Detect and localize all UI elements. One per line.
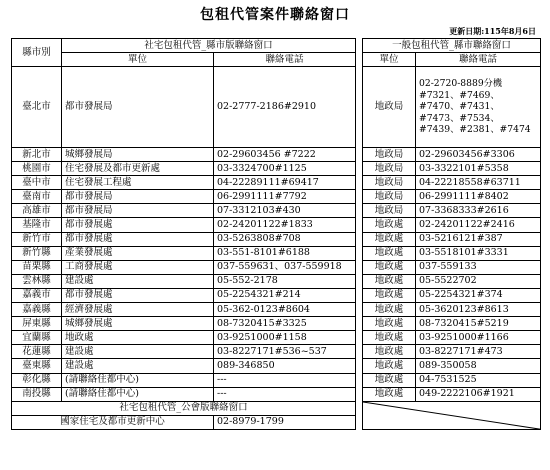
- county-cell: 新竹市: [12, 232, 62, 246]
- group-a-header: 社宅包租代管_縣市版聯絡窗口: [62, 39, 356, 53]
- unit-a-cell: 城鄉發展局: [62, 148, 214, 162]
- column-gap: [356, 176, 363, 190]
- column-gap: [356, 373, 363, 387]
- unit-b-cell: 地政處: [363, 345, 416, 359]
- unit-b-cell: 地政處: [363, 232, 416, 246]
- unit-a-cell: 都市發展局: [62, 190, 214, 204]
- unit-a-cell: 都市發展處: [62, 288, 214, 302]
- county-cell: 花蓮縣: [12, 345, 62, 359]
- unit-b-cell: 地政處: [363, 274, 416, 288]
- phone-a-cell: 04-22289111#69417: [214, 176, 356, 190]
- phone-b-cell: 03-8227171#473: [416, 345, 541, 359]
- table-row: [12, 218, 541, 232]
- county-cell: 苗栗縣: [12, 260, 62, 274]
- update-date: 更新日期:115年8月6日: [449, 26, 536, 36]
- public-unit-cell: 國家住宅及都市更新中心: [12, 415, 214, 429]
- column-gap: [356, 190, 363, 204]
- unit-a-cell: 都市發展局: [62, 204, 214, 218]
- county-cell: 臺南市: [12, 190, 62, 204]
- county-cell: 宜蘭縣: [12, 331, 62, 345]
- unit-b-cell: 地政局: [363, 162, 416, 176]
- public-section-heading: 社宅包租代管_公會版聯絡窗口: [12, 401, 356, 415]
- county-cell: 雲林縣: [12, 274, 62, 288]
- public-section-row: [12, 401, 541, 415]
- phone-a-cell: 06-2991111#7792: [214, 190, 356, 204]
- diagonal-line: [363, 402, 540, 429]
- phone-b-cell: 04-22218558#63711: [416, 176, 541, 190]
- county-cell: 桃園市: [12, 162, 62, 176]
- table-row: [12, 67, 541, 148]
- phone-b-cell: 08-7320415#5219: [416, 317, 541, 331]
- column-gap: [356, 345, 363, 359]
- phone-a-cell: 089-346850: [214, 359, 356, 373]
- unit-a-cell: 工商發展處: [62, 260, 214, 274]
- unit-b-cell: 地政局: [363, 148, 416, 162]
- column-gap: [356, 246, 363, 260]
- unit-b-cell: 地政處: [363, 359, 416, 373]
- phone-a-cell: 05-552-2178: [214, 274, 356, 288]
- county-cell: 南投縣: [12, 387, 62, 401]
- unit-b-header: 單位: [363, 53, 416, 67]
- table-row: [12, 148, 541, 162]
- table-row: [12, 162, 541, 176]
- phone-b-cell: 03-3322101#5358: [416, 162, 541, 176]
- table-row: [12, 176, 541, 190]
- table-row: [12, 345, 541, 359]
- table-row: [12, 317, 541, 331]
- phone-a-cell: 02-2777-2186#2910: [214, 67, 356, 148]
- unit-a-cell: 建設處: [62, 359, 214, 373]
- unit-a-cell: 都市發展處: [62, 218, 214, 232]
- column-gap: [356, 288, 363, 302]
- phone-b-cell: 02-24201122#2416: [416, 218, 541, 232]
- unit-b-cell: 地政局: [363, 67, 416, 148]
- phone-a-cell: 03-9251000#1158: [214, 331, 356, 345]
- column-gap: [356, 303, 363, 317]
- phone-a-cell: ---: [214, 387, 356, 401]
- county-cell: 基隆市: [12, 218, 62, 232]
- unit-b-cell: 地政處: [363, 373, 416, 387]
- unit-a-cell: 建設處: [62, 345, 214, 359]
- table-row: [12, 232, 541, 246]
- unit-a-cell: 地政處: [62, 331, 214, 345]
- unit-a-cell: 產業發展處: [62, 246, 214, 260]
- unit-b-cell: 地政處: [363, 317, 416, 331]
- phone-b-cell: 037-559133: [416, 260, 541, 274]
- phone-a-cell: 02-29603456 #7222: [214, 148, 356, 162]
- phone-a-cell: 03-8227171#536~537: [214, 345, 356, 359]
- group-b-header: 一般包租代管_縣市聯絡窗口: [363, 39, 541, 53]
- county-cell: 新北市: [12, 148, 62, 162]
- county-cell: 臺東縣: [12, 359, 62, 373]
- phone-b-header: 聯絡電話: [416, 53, 541, 67]
- table-row: [12, 303, 541, 317]
- table-row: [12, 387, 541, 401]
- phone-b-cell: 02-29603456#3306: [416, 148, 541, 162]
- unit-a-cell: (請聯絡住都中心): [62, 373, 214, 387]
- phone-a-cell: 02-24201122#1833: [214, 218, 356, 232]
- unit-b-cell: 地政局: [363, 176, 416, 190]
- phone-a-cell: 05-362-0123#8604: [214, 303, 356, 317]
- blank-diagonal-cell: [363, 401, 541, 429]
- column-gap: [356, 148, 363, 162]
- table-row: [12, 204, 541, 218]
- table-row: [12, 274, 541, 288]
- phone-b-cell: 05-2254321#374: [416, 288, 541, 302]
- unit-a-cell: 都市發展處: [62, 232, 214, 246]
- column-gap: [356, 401, 363, 415]
- county-cell: 屏東縣: [12, 317, 62, 331]
- phone-b-cell: 089-350058: [416, 359, 541, 373]
- column-gap: [356, 331, 363, 345]
- column-gap: [356, 39, 363, 67]
- unit-a-cell: 城鄉發展處: [62, 317, 214, 331]
- phone-a-cell: ---: [214, 373, 356, 387]
- public-phone-cell: 02-8979-1799: [214, 415, 356, 429]
- column-gap: [356, 415, 363, 429]
- column-gap: [356, 274, 363, 288]
- unit-b-cell: 地政局: [363, 190, 416, 204]
- unit-a-cell: 建設處: [62, 274, 214, 288]
- column-gap: [356, 218, 363, 232]
- phone-a-cell: 03-5263808#708: [214, 232, 356, 246]
- table-row: [12, 190, 541, 204]
- phone-b-cell: 049-2222106#1921: [416, 387, 541, 401]
- table-row: [12, 260, 541, 274]
- unit-a-cell: 都市發展局: [62, 67, 214, 148]
- county-cell: 臺北市: [12, 67, 62, 148]
- column-gap: [356, 387, 363, 401]
- unit-a-header: 單位: [62, 53, 214, 67]
- unit-b-cell: 地政處: [363, 331, 416, 345]
- phone-b-cell: 05-3620123#8613: [416, 303, 541, 317]
- county-cell: 新竹縣: [12, 246, 62, 260]
- county-cell: 彰化縣: [12, 373, 62, 387]
- county-cell: 嘉義市: [12, 288, 62, 302]
- unit-a-cell: 住宅發展及都市更新處: [62, 162, 214, 176]
- phone-a-cell: 05-2254321#214: [214, 288, 356, 302]
- table-row: [12, 288, 541, 302]
- phone-b-cell: 07-3368333#2616: [416, 204, 541, 218]
- table-row: [12, 359, 541, 373]
- unit-b-cell: 地政處: [363, 218, 416, 232]
- phone-a-cell: 03-551-8101#6188: [214, 246, 356, 260]
- table-row: [12, 331, 541, 345]
- column-gap: [356, 260, 363, 274]
- unit-b-cell: 地政局: [363, 204, 416, 218]
- column-gap: [356, 67, 363, 148]
- county-cell: 臺中市: [12, 176, 62, 190]
- unit-a-cell: (請聯絡住都中心): [62, 387, 214, 401]
- phone-b-cell: 05-5522702: [416, 274, 541, 288]
- county-cell: 高雄市: [12, 204, 62, 218]
- column-gap: [356, 204, 363, 218]
- table-row: [12, 373, 541, 387]
- county-header: 縣市別: [12, 39, 62, 67]
- column-gap: [356, 232, 363, 246]
- phone-b-cell: 03-5216121#387: [416, 232, 541, 246]
- phone-a-cell: 037-559631、037-559918: [214, 260, 356, 274]
- unit-a-cell: 住宅發展工程處: [62, 176, 214, 190]
- phone-b-cell: 02-2720-8889分機#7321、#7469、#7470、#7431、#7473、#7534、#7439、#2381、#7474: [416, 67, 541, 148]
- contact-table: [11, 38, 541, 430]
- unit-b-cell: 地政處: [363, 246, 416, 260]
- unit-b-cell: 地政處: [363, 288, 416, 302]
- page-title: 包租代管案件聯絡窗口: [200, 7, 350, 23]
- unit-b-cell: 地政處: [363, 387, 416, 401]
- phone-a-cell: 08-7320415#3325: [214, 317, 356, 331]
- column-gap: [356, 317, 363, 331]
- phone-b-cell: 03-5518101#3331: [416, 246, 541, 260]
- table-row: [12, 246, 541, 260]
- phone-a-header: 聯絡電話: [214, 53, 356, 67]
- phone-a-cell: 07-3312103#430: [214, 204, 356, 218]
- column-gap: [356, 162, 363, 176]
- phone-a-cell: 03-3324700#1125: [214, 162, 356, 176]
- phone-b-cell: 06-2991111#8402: [416, 190, 541, 204]
- unit-b-cell: 地政處: [363, 303, 416, 317]
- phone-b-cell: 03-9251000#1166: [416, 331, 541, 345]
- phone-b-cell: 04-7531525: [416, 373, 541, 387]
- unit-a-cell: 經濟發展處: [62, 303, 214, 317]
- unit-b-cell: 地政處: [363, 260, 416, 274]
- county-cell: 嘉義縣: [12, 303, 62, 317]
- column-gap: [356, 359, 363, 373]
